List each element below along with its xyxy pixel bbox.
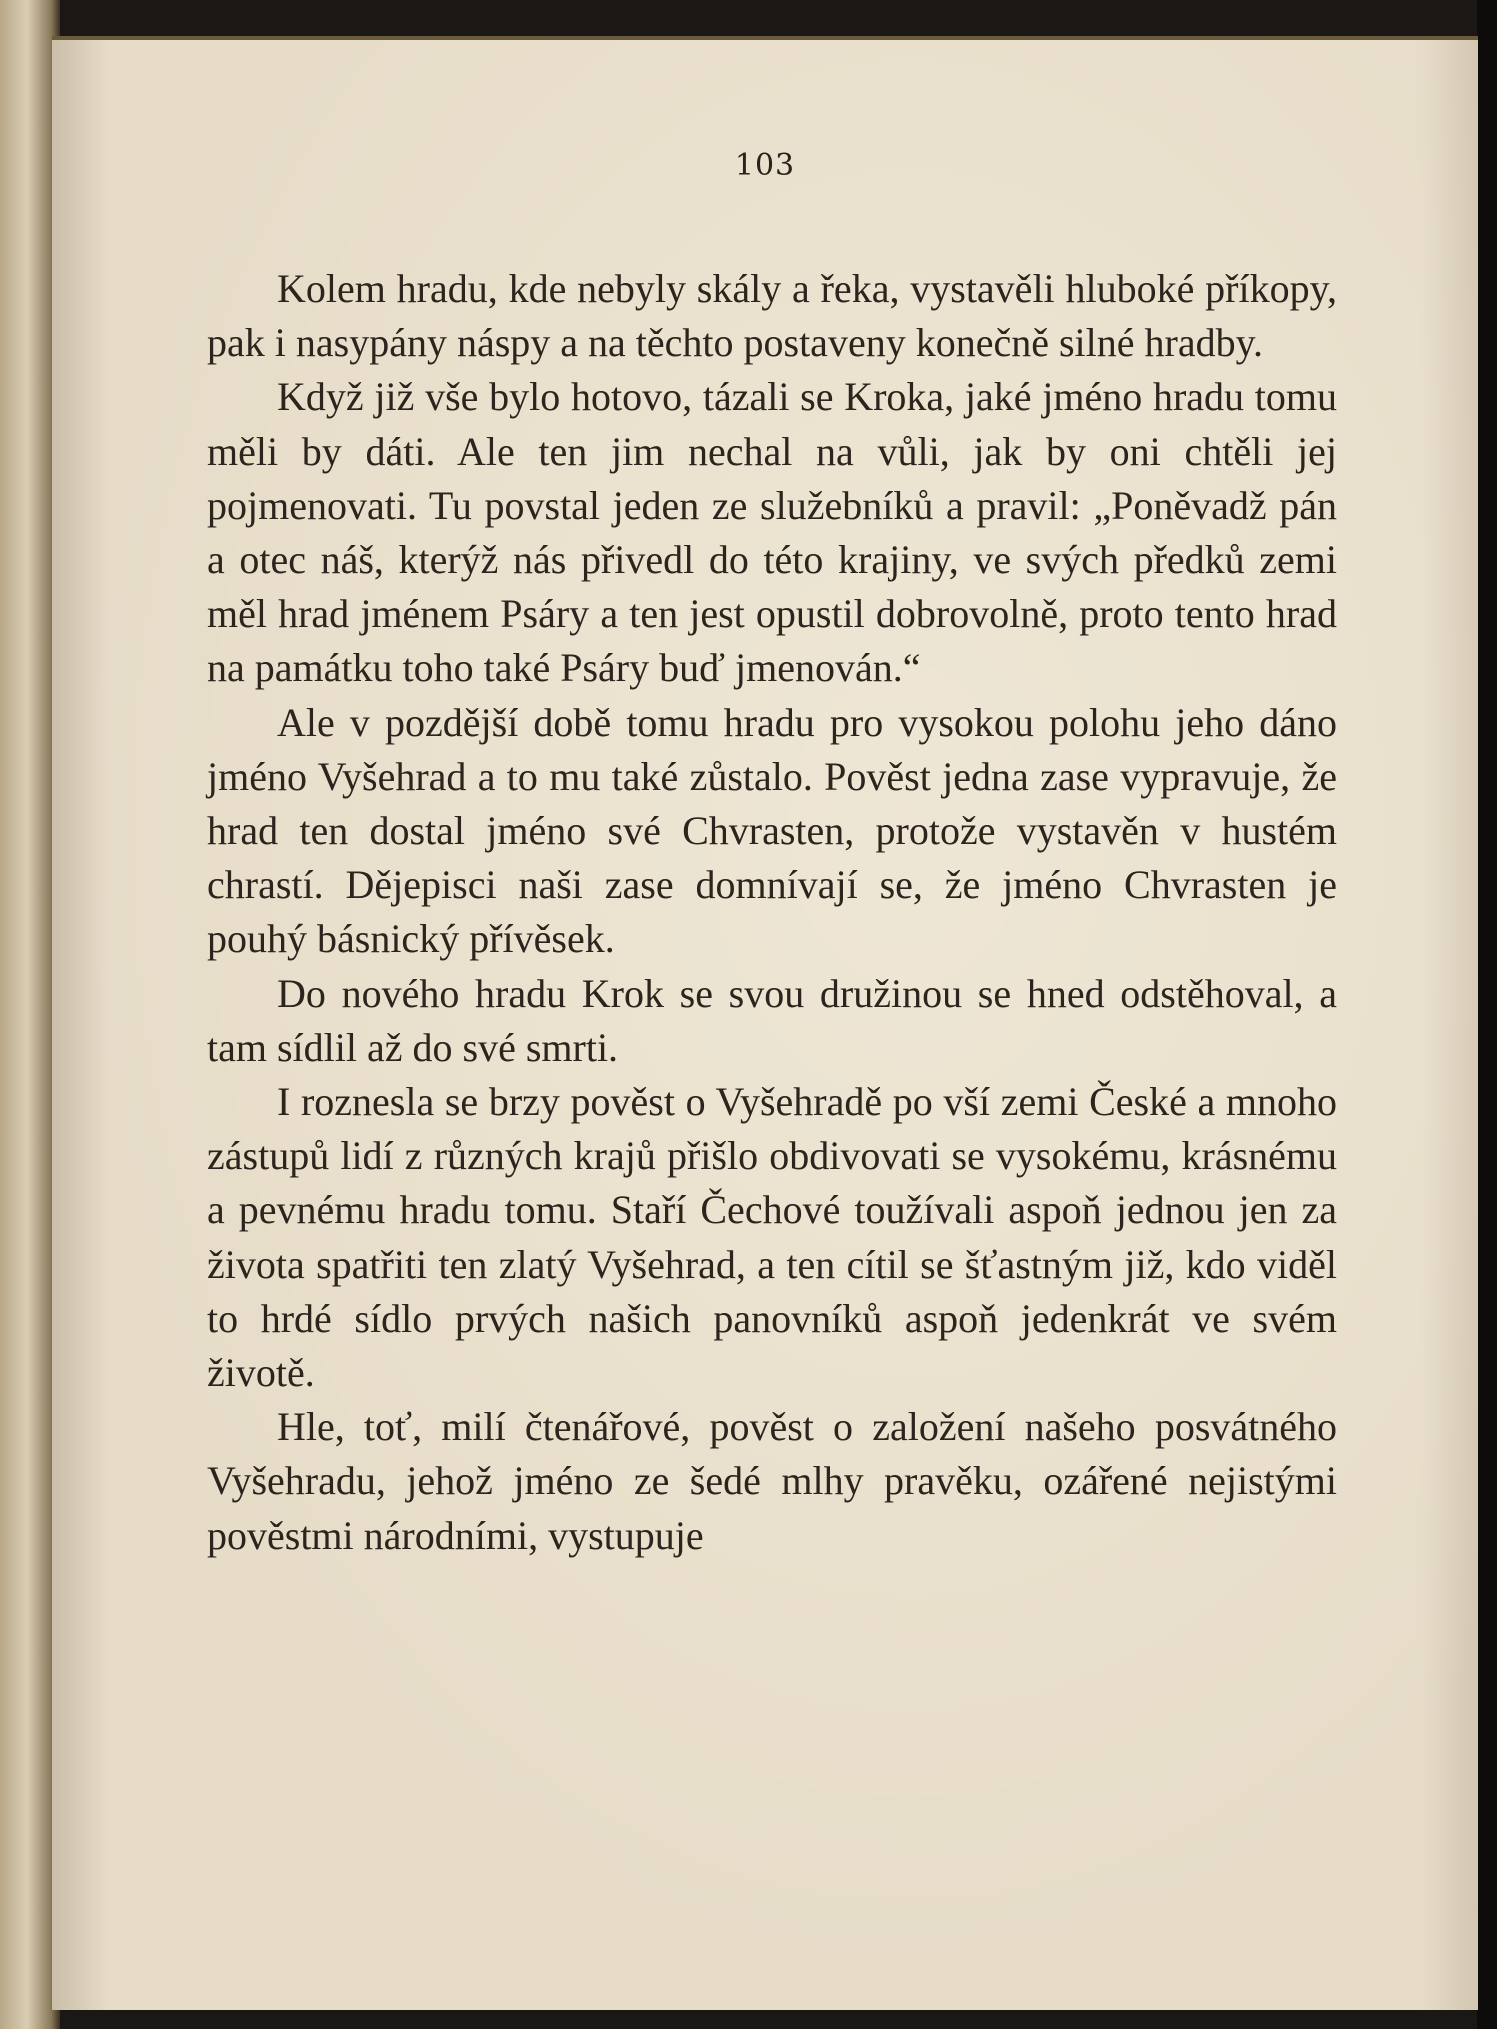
paragraph-3: Ale v pozdější době tomu hradu pro vysokou polohu jeho dáno jméno Vyšehrad a to mu také zůstalo. Pověst jedna zase vypravuje, že hrad ten dostal jméno své Chvrasten, protože vystavěn v hustém chrastí. Dějepisci naši zase domnívají se, že jméno Chvrasten je pouhý básnický přívěsek. bbox=[207, 699, 1337, 962]
page-sheet bbox=[52, 36, 1478, 2010]
paragraph-5: I roznesla se brzy pověst o Vyšehradě po vší zemi České a mnoho zástupů lidí z různých krajů přišlo obdivovati se vysokému, krásnému a pevnému hradu tomu. Staří Čechové toužívali aspoň jednou jen za života spatřiti ten zlatý Vyšehrad, a ten cítil se šťastným již, kdo viděl to hrdé sídlo prvých našich panovníků aspoň jedenkrát ve svém životě. bbox=[207, 1079, 1337, 1396]
body-text bbox=[207, 262, 1337, 1563]
paragraph-2: Když již vše bylo hotovo, tázali se Kroka, jaké jméno hradu tomu měli by dáti. Ale ten jim nechal na vůli, jak by oni chtěli jej pojmenovati. Tu povstal jeden ze služebníků a pravil: „Poněvadž pán a otec náš, kterýž nás přivedl do této krajiny, ve svých předků zemi měl hrad jménem Psáry a ten jest opustil dobrovolně, proto tento hrad na památku toho také Psáry buď jmenován.“ bbox=[207, 374, 1337, 691]
book-spine bbox=[0, 0, 60, 2029]
paragraph-4: Do nového hradu Krok se svou družinou se hned odstěhoval, a tam sídlil až do své smrti. bbox=[207, 970, 1337, 1070]
paragraph-6: Hle, toť, milí čtenářové, pověst o založení našeho posvátného Vyšehradu, jehož jméno ze šedé mlhy pravěku, ozářené nejistými pověstmi národními, vystupuje bbox=[207, 1404, 1337, 1558]
paragraph-1: Kolem hradu, kde nebyly skály a řeka, vystavěli hluboké příkopy, pak i nasypány náspy a na těchto postaveny konečně silné hradby. bbox=[207, 266, 1337, 366]
page-number: 103 bbox=[734, 148, 796, 183]
scan-border bbox=[1477, 0, 1497, 2029]
